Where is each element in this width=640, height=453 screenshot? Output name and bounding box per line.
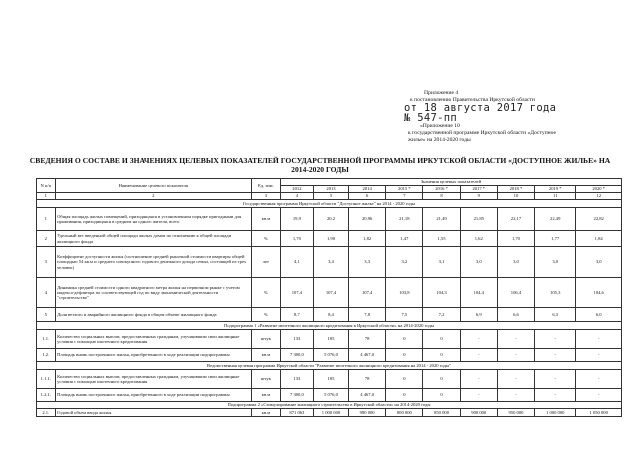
year-cell: 2017 * <box>460 186 497 193</box>
indicator-name: Общая площадь жилых помещений, приходящаяся в установленном порядке пригодными для проживания, приходящаяся в среднем на одного жителя, всего <box>55 208 251 231</box>
index-cell: 3 <box>251 193 280 200</box>
year-cell: 2016 * <box>423 186 460 193</box>
value-cell: 7,2 <box>423 308 460 322</box>
year-cell: 2020 * <box>576 186 622 193</box>
value-cell: - <box>576 330 622 349</box>
value-cell: 4 467,0 <box>349 389 386 402</box>
unit-cell: кв.м <box>251 409 280 417</box>
index-cell: 6 <box>349 193 386 200</box>
index-cell: 8 <box>423 193 460 200</box>
value-cell: - <box>497 330 534 349</box>
value-cell: 106,4 <box>497 278 534 308</box>
value-cell: 78 <box>349 370 386 389</box>
value-cell: 1,47 <box>386 231 423 247</box>
section-heading: Ведомственная целевая программа Иркутской области "Развитие ипотечного жилищного кредитования на 2014 - 2020 годы" <box>37 362 622 370</box>
value-cell: 1,90 <box>313 231 348 247</box>
value-cell: 4,1 <box>280 247 313 278</box>
table-row <box>37 349 622 362</box>
col-header-unit: Ед. изм. <box>251 179 280 193</box>
value-cell: 20,2 <box>313 208 348 231</box>
value-cell: 980 000 <box>349 409 386 417</box>
value-cell: 104,6 <box>576 278 622 308</box>
col-header-values: Значения целевых показателей <box>280 179 621 186</box>
unit-cell: % <box>251 308 280 322</box>
appendix-10-label: «Приложение 10 <box>420 123 460 129</box>
row-number: 1.2. <box>37 349 56 362</box>
row-number: 1 <box>37 208 56 231</box>
value-cell: - <box>535 349 576 362</box>
value-cell: - <box>497 349 534 362</box>
indicator-name: Количество социальных выплат, предоставленных гражданам, улучшившим свои жилищные условия с помощью ипотечного кредитования <box>55 330 251 349</box>
value-cell: 4 467,0 <box>349 349 386 362</box>
row-number: 2 <box>37 231 56 247</box>
handwritten-date: от 18 августа 2017 года <box>404 102 557 114</box>
value-cell: 133 <box>280 370 313 389</box>
value-cell: 1 000 000 <box>313 409 348 417</box>
index-cell: 11 <box>535 193 576 200</box>
indicator-name: Удельный вес введенной общей площади жилых домов по отношению к общей площади жилищного фонда <box>55 231 251 247</box>
value-cell: 1 000 000 <box>535 409 576 417</box>
index-cell: 10 <box>497 193 534 200</box>
table-row <box>37 308 622 322</box>
value-cell: 3,0 <box>497 247 534 278</box>
value-cell: 105,3 <box>535 278 576 308</box>
table-row <box>37 409 622 417</box>
value-cell: 6,0 <box>576 308 622 322</box>
value-cell: - <box>460 349 497 362</box>
value-cell: 21,85 <box>460 208 497 231</box>
value-cell: - <box>460 330 497 349</box>
index-cell: 4 <box>280 193 313 200</box>
year-cell: 2012 <box>280 186 313 193</box>
value-cell: 0 <box>386 349 423 362</box>
year-cell: 2019 * <box>535 186 576 193</box>
row-number: 1.1. <box>37 330 56 349</box>
value-cell: 3,0 <box>576 247 622 278</box>
indicator-name: Площадь вновь построенного жилья, приобретенного в ходе реализации подпрограммы <box>55 349 251 362</box>
value-cell: 0 <box>423 330 460 349</box>
col-header-number: N п/п <box>37 179 56 193</box>
program-reference-cont: жилье» на 2014-2020 годы <box>408 137 471 143</box>
indicators-table <box>36 178 622 417</box>
value-cell: 1,70 <box>280 231 313 247</box>
value-cell: 21,18 <box>386 208 423 231</box>
value-cell: 107,4 <box>280 278 313 308</box>
row-number: 3 <box>37 247 56 278</box>
section-heading: Подпрограмма 2 «Стимулирование жилищного строительства в Иркутской области» на 2014-2020 годы <box>37 402 622 409</box>
table-row <box>37 330 622 349</box>
value-cell: 1,62 <box>460 231 497 247</box>
index-cell: 12 <box>576 193 622 200</box>
unit-cell: лет <box>251 247 280 278</box>
value-cell: 3,2 <box>386 247 423 278</box>
section-heading: Государственная программа Иркутской области "Доступное жилье" на 2014 - 2020 годы <box>37 200 622 208</box>
row-number: 1.1.1. <box>37 370 56 389</box>
value-cell: 22,17 <box>497 208 534 231</box>
unit-cell: % <box>251 231 280 247</box>
unit-cell: % <box>251 278 280 308</box>
table-row <box>37 370 622 389</box>
value-cell: - <box>535 370 576 389</box>
row-number: 1.2.1. <box>37 389 56 402</box>
value-cell: - <box>576 349 622 362</box>
indicator-name: Годовой объем ввода жилья <box>55 409 251 417</box>
value-cell: 0 <box>386 370 423 389</box>
value-cell: 3,0 <box>535 247 576 278</box>
value-cell: 850 000 <box>423 409 460 417</box>
indicator-name: Доля ветхого и аварийного жилищного фонда в общем объеме жилищного фонда <box>55 308 251 322</box>
year-cell: 2018 * <box>497 186 534 193</box>
value-cell: 3,3 <box>349 247 386 278</box>
year-cell: 2014 <box>349 186 386 193</box>
value-cell: 103,8 <box>386 278 423 308</box>
value-cell: 8,7 <box>280 308 313 322</box>
value-cell: 5 076,0 <box>313 389 348 402</box>
value-cell: 6,3 <box>535 308 576 322</box>
value-cell: 0 <box>423 349 460 362</box>
value-cell: 3,0 <box>460 247 497 278</box>
value-cell: - <box>497 370 534 389</box>
index-row <box>37 193 622 200</box>
value-cell: 21,49 <box>423 208 460 231</box>
table-row <box>37 208 622 231</box>
value-cell: 0 <box>423 370 460 389</box>
value-cell: 8,4 <box>313 308 348 322</box>
indicator-name: Динамика средней стоимости одного квадратного метра жилья на первичном рынке с учетом индекса-дефлятора по соответствующей год по виду экономической деятельности "строительство" <box>55 278 251 308</box>
value-cell: 1,55 <box>423 231 460 247</box>
handwritten-number: № 547-пп <box>404 112 457 124</box>
value-cell: 871 063 <box>280 409 313 417</box>
value-cell: - <box>576 370 622 389</box>
indicator-name: Площадь вновь построенного жилья, приобретенного в ходе реализации подпрограммы <box>55 389 251 402</box>
value-cell: 3,1 <box>423 247 460 278</box>
index-cell: 1 <box>37 193 56 200</box>
index-cell: 2 <box>55 193 251 200</box>
decree-reference: к постановлению Правительства Иркутской области <box>410 97 535 103</box>
unit-cell: кв.м <box>251 389 280 402</box>
unit-cell: кв.м <box>251 349 280 362</box>
value-cell: 7 300,0 <box>280 389 313 402</box>
value-cell: 7,5 <box>386 308 423 322</box>
value-cell: 78 <box>349 330 386 349</box>
value-cell: 5 076,0 <box>313 349 348 362</box>
value-cell: 7 300,0 <box>280 349 313 362</box>
section-heading: Подпрограмма 1 «Развитие ипотечного жилищного кредитования в Иркутской области» на 2014-2020 годы <box>37 322 622 330</box>
document-title: СВЕДЕНИЯ О СОСТАВЕ И ЗНАЧЕНИЯХ ЦЕЛЕВЫХ ПОКАЗАТЕЛЕЙ ГОСУДАРСТВЕННОЙ ПРОГРАММЫ ИРКУТСКОЙ ОБЛАСТИ «ДОСТУПНОЕ ЖИЛЬЕ» НА <box>29 156 611 165</box>
value-cell: 22,82 <box>576 208 622 231</box>
value-cell: 900 000 <box>460 409 497 417</box>
value-cell: 22,49 <box>535 208 576 231</box>
value-cell: 7,8 <box>349 308 386 322</box>
row-number: 4 <box>37 278 56 308</box>
value-cell: 105 <box>313 330 348 349</box>
index-cell: 9 <box>460 193 497 200</box>
value-cell: 19,9 <box>280 208 313 231</box>
row-number: 2.1. <box>37 409 56 417</box>
year-cell: 2013 <box>313 186 348 193</box>
table-row <box>37 247 622 278</box>
table-row <box>37 231 622 247</box>
value-cell: 800 000 <box>386 409 423 417</box>
value-cell: 950 000 <box>497 409 534 417</box>
indicator-name: Коэффициент доступности жилья (соотношение средней рыночной стоимости квартиры общей площадью 54 кв.м и среднего совокупного годового денежного дохода семьи, состоящей из трех человек) <box>55 247 251 278</box>
value-cell: 0 <box>386 389 423 402</box>
table-row <box>37 278 622 308</box>
index-cell: 5 <box>313 193 348 200</box>
value-cell: - <box>497 389 534 402</box>
value-cell: 20,96 <box>349 208 386 231</box>
unit-cell: штук <box>251 370 280 389</box>
value-cell: 104,3 <box>423 278 460 308</box>
unit-cell: кв.м <box>251 208 280 231</box>
value-cell: - <box>460 389 497 402</box>
value-cell: - <box>535 389 576 402</box>
row-number: 5 <box>37 308 56 322</box>
appendix-label: Приложение 4 <box>424 90 459 96</box>
value-cell: - <box>460 370 497 389</box>
value-cell: 104,4 <box>460 278 497 308</box>
value-cell: - <box>535 330 576 349</box>
value-cell: 1 050 000 <box>576 409 622 417</box>
value-cell: 3,4 <box>313 247 348 278</box>
value-cell: 1,70 <box>497 231 534 247</box>
indicator-name: Количество социальных выплат, предоставленных гражданам, улучшившим свои жилищные условия с помощью ипотечного кредитования <box>55 370 251 389</box>
value-cell: 1,84 <box>576 231 622 247</box>
unit-cell: штук <box>251 330 280 349</box>
value-cell: 6,9 <box>460 308 497 322</box>
index-cell: 7 <box>386 193 423 200</box>
value-cell: 1,77 <box>535 231 576 247</box>
year-cell: 2015 * <box>386 186 423 193</box>
value-cell: 107,4 <box>313 278 348 308</box>
document-title-years: 2014-2020 ГОДЫ <box>291 165 349 174</box>
value-cell: 105 <box>313 370 348 389</box>
value-cell: 0 <box>386 330 423 349</box>
table-row <box>37 389 622 402</box>
program-reference: к государственной программе Иркутской области «Доступное <box>408 130 557 136</box>
value-cell: 107,4 <box>349 278 386 308</box>
value-cell: 133 <box>280 330 313 349</box>
col-header-name: Наименование целевого показателя <box>55 179 251 193</box>
value-cell: 1,82 <box>349 231 386 247</box>
value-cell: 6,6 <box>497 308 534 322</box>
value-cell: 0 <box>423 389 460 402</box>
value-cell: - <box>576 389 622 402</box>
